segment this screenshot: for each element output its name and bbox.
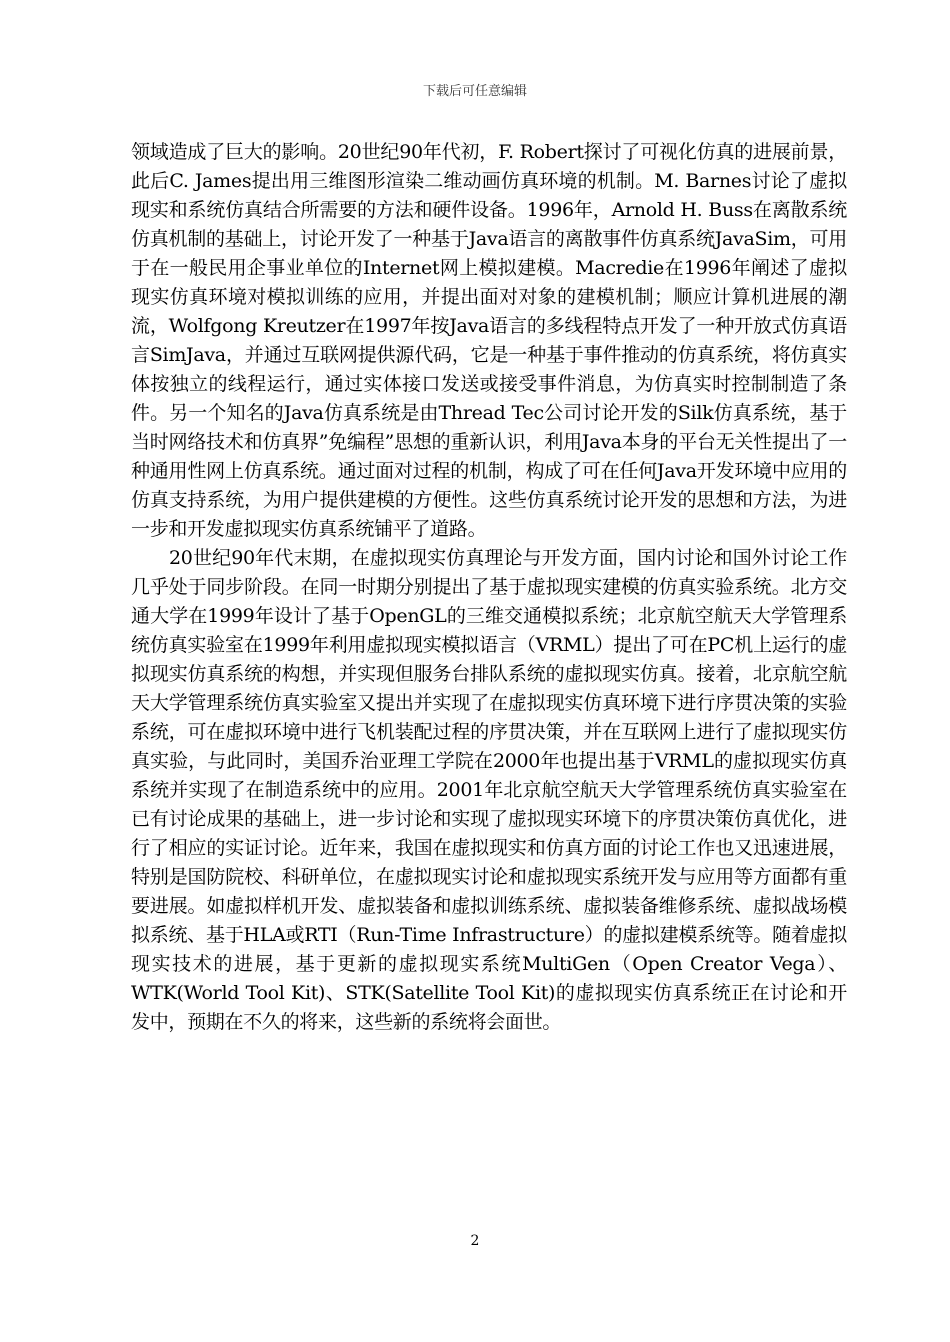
page-number: 2 [470, 1233, 480, 1249]
paragraph-2: 20世纪90年代末期，在虚拟现实仿真理论与开发方面，国内讨论和国外讨论工作几乎处于同步阶段。在同一时期分别提出了基于虚拟现实建模的仿真实验系统。北方交通大学在1999年设计了基于OpenGL的三维交通模拟系统；北京航空航天大学管理系统仿真实验室在1999年利用虚拟现实模拟语言（VRML）提出了可在PC机上运行的虚拟现实仿真系统的构想，并实现但服务台排队系统的虚拟现实仿真。接着，北京航空航天大学管理系统仿真实验室又提出并实现了在虚拟现实仿真环境下进行序贯决策的实验系统，可在虚拟环境中进行飞机装配过程的序贯决策，并在互联网上进行了虚拟现实仿真实验，与此同时，美国乔治亚理工学院在2000年也提出基于VRML的虚拟现实仿真系统并实现了在制造系统中的应用。2001年北京航空航天大学管理系统仿真实验室在已有讨论成果的基础上，进一步讨论和实现了虚拟现实环境下的序贯决策仿真优化，进行了相应的实证讨论。近年来，我国在虚拟现实和仿真方面的讨论工作也又迅速进展，特别是国防院校、科研单位，在虚拟现实讨论和虚拟现实系统开发与应用等方面都有重要进展。如虚拟样机开发、虚拟装备和虚拟训练系统、虚拟装备维修系统、虚拟战场模拟系统、基于HLA或RTI（Run-Time Infrastructure）的虚拟建模系统等。随着虚拟现实技术的进展，基于更新的虚拟现实系统MultiGen（Open Creator Vega）、WTK(World Tool Kit)、STK(Satellite Tool Kit)的虚拟现实仿真系统正在讨论和开发中，预期在不久的将来，这些新的系统将会面世。 [131, 547, 847, 1033]
body-text [131, 138, 847, 1037]
page-header: 下载后可任意编辑 [422, 84, 527, 99]
paragraph-1: 领域造成了巨大的影响。20世纪90年代初，F. Robert探讨了可视化仿真的进展前景，此后C. James提出用三维图形渲染二维动画仿真环境的机制。M. Barnes讨论了虚拟现实和系统仿真结合所需要的方法和硬件设备。1996年，Arnold H. Buss在离散系统仿真机制的基础上，讨论开发了一种基于Java语言的离散事件仿真系统JavaSim，可用于在一般民用企事业单位的Internet网上模拟建模。Macredie在1996年阐述了虚拟现实仿真环境对模拟训练的应用，并提出面对对象的建模机制；顺应计算机进展的潮流，Wolfgong Kreutzer在1997年按Java语言的多线程特点开发了一种开放式仿真语言SimJava，并通过互联网提供源代码，它是一种基于事件推动的仿真系统，将仿真实体按独立的线程运行，通过实体接口发送或接受事件消息，为仿真实时控制制造了条件。另一个知名的Java仿真系统是由Thread Tec公司讨论开发的Silk仿真系统，基于当时网络技术和仿真界”免编程”思想的重新认识，利用Java本身的平台无关性提出了一种通用性网上仿真系统。通过面对过程的机制，构成了可在任何Java开发环境中应用的仿真支持系统，为用户提供建模的方便性。这些仿真系统讨论开发的思想和方法，为进一步和开发虚拟现实仿真系统铺平了道路。 [131, 141, 847, 540]
